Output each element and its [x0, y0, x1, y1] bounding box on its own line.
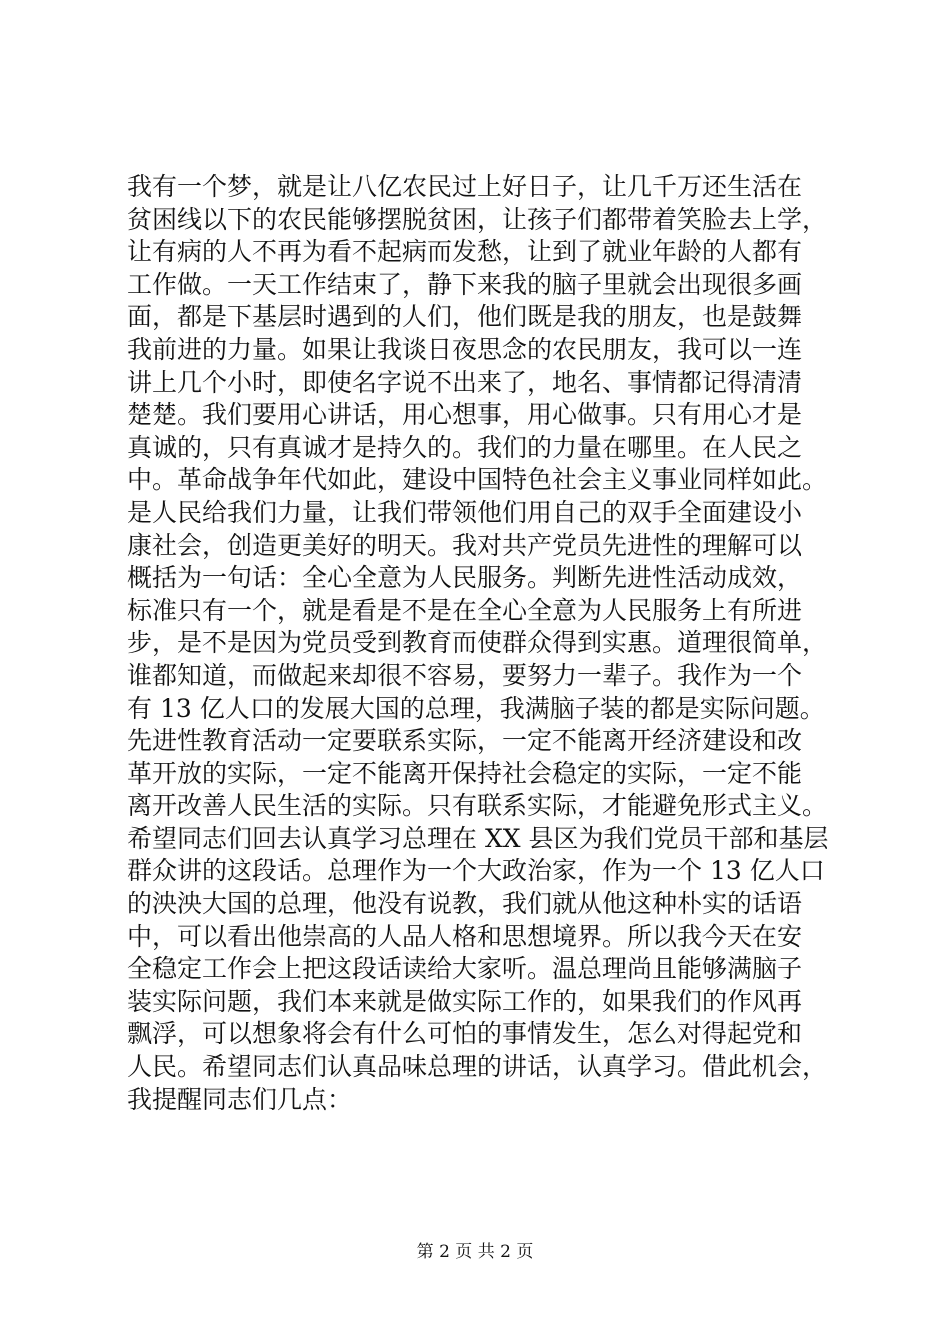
- text-line: 工作做。一天工作结束了，静下来我的脑子里就会出现很多画: [127, 269, 803, 299]
- text-line: 中。革命战争年代如此，建设中国特色社会主义事业同样如此。: [127, 465, 828, 495]
- text-line: 谁都知道，而做起来却很不容易，要努力一辈子。我作为一个: [127, 660, 803, 690]
- text-line: 离开改善人民生活的实际。只有联系实际，才能避免形式主义。: [127, 791, 828, 821]
- body-paragraph: [127, 171, 827, 1116]
- text-line: 让有病的人不再为看不起病而发愁，让到了就业年龄的人都有: [127, 237, 803, 267]
- text-line: 我前进的力量。如果让我谈日夜思念的农民朋友，我可以一连: [127, 334, 803, 364]
- text-line: 概括为一句话：全心全意为人民服务。判断先进性活动成效，: [127, 563, 803, 593]
- text-line: 先进性教育活动一定要联系实际，一定不能离开经济建设和改: [127, 726, 803, 756]
- text-line: 康社会，创造更美好的明天。我对共产党员先进性的理解可以: [127, 530, 803, 560]
- text-line: 真诚的，只有真诚才是持久的。我们的力量在哪里。在人民之: [127, 432, 803, 462]
- text-line: 有 13 亿人口的发展大国的总理，我满脑子装的都是实际问题。: [127, 693, 825, 723]
- text-line: 全稳定工作会上把这段话读给大家听。温总理尚且能够满脑子: [127, 954, 803, 984]
- text-line: 面，都是下基层时遇到的人们，他们既是我的朋友，也是鼓舞: [127, 302, 803, 332]
- text-line: 我提醒同志们几点：: [127, 1084, 353, 1114]
- text-line: 中，可以看出他崇高的人品人格和思想境界。所以我今天在安: [127, 921, 803, 951]
- text-line: 楚楚。我们要用心讲话，用心想事，用心做事。只有用心才是: [127, 400, 803, 430]
- text-line: 贫困线以下的农民能够摆脱贫困，让孩子们都带着笑脸去上学，: [127, 204, 828, 234]
- text-line: 我有一个梦，就是让八亿农民过上好日子，让几千万还生活在: [127, 172, 803, 201]
- text-line: 希望同志们回去认真学习总理在 XX 县区为我们党员干部和基层: [127, 823, 829, 853]
- text-line: 的泱泱大国的总理，他没有说教，我们就从他这种朴实的话语: [127, 889, 803, 919]
- text-line: 装实际问题，我们本来就是做实际工作的，如果我们的作风再: [127, 986, 803, 1016]
- text-line: 群众讲的这段话。总理作为一个大政治家，作为一个 13 亿人口: [127, 856, 825, 886]
- text-line: 标准只有一个，就是看是不是在全心全意为人民服务上有所进: [127, 595, 803, 625]
- text-line: 革开放的实际，一定不能离开保持社会稳定的实际，一定不能: [127, 758, 803, 788]
- text-line: 飘浮，可以想象将会有什么可怕的事情发生，怎么对得起党和: [127, 1019, 803, 1049]
- text-line: 人民。希望同志们认真品味总理的讲话，认真学习。借此机会，: [127, 1052, 828, 1082]
- page-number-footer: 第 2 页 共 2 页: [416, 1242, 534, 1262]
- text-line: 讲上几个小时，即使名字说不出来了，地名、事情都记得清清: [127, 367, 803, 397]
- text-line: 步，是不是因为党员受到教育而使群众得到实惠。道理很简单，: [127, 628, 828, 658]
- text-line: 是人民给我们力量，让我们带领他们用自己的双手全面建设小: [127, 497, 803, 527]
